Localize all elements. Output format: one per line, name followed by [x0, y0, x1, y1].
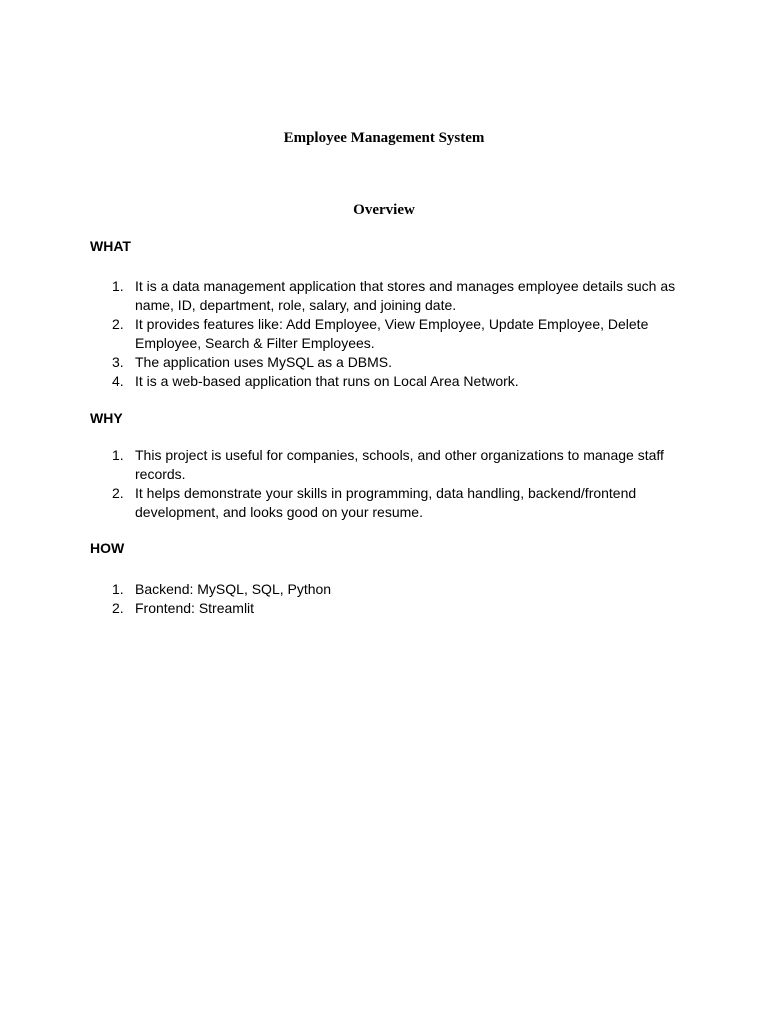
list-item-text: Frontend: Streamlit: [135, 600, 255, 616]
list-item: [90, 599, 680, 618]
how-list: [90, 580, 680, 618]
list-item: [90, 315, 680, 353]
list-item-text: It is a data management application that stores and manages employee details such as name, ID, department, role, salary, and joining date.: [135, 278, 676, 313]
list-item-text: The application uses MySQL as a DBMS.: [135, 354, 393, 370]
document-title: Employee Management System: [283, 130, 485, 146]
list-item-text: It provides features like: Add Employee, View Employee, Update Employee, Delete Employee, Search & Filter Employees.: [135, 316, 649, 351]
list-item-number: 2.: [112, 316, 124, 332]
list-item: [90, 484, 680, 522]
section-heading-how: HOW: [90, 540, 125, 556]
list-item-number: 1.: [112, 447, 124, 463]
what-list: [90, 277, 680, 391]
list-item-number: 2.: [112, 485, 124, 501]
list-item: [90, 446, 680, 484]
list-item: [90, 580, 680, 599]
list-item-text: Backend: MySQL, SQL, Python: [135, 581, 332, 597]
list-item-number: 2.: [112, 600, 124, 616]
list-item: [90, 353, 680, 372]
list-item-number: 4.: [112, 373, 124, 389]
section-heading-why: WHY: [90, 410, 123, 426]
section-heading-what: WHAT: [90, 238, 131, 254]
list-item-number: 3.: [112, 354, 124, 370]
overview-heading: Overview: [353, 202, 415, 218]
list-item-number: 1.: [112, 581, 124, 597]
list-item-text: It is a web-based application that runs on Local Area Network.: [135, 373, 519, 389]
why-list: [90, 446, 680, 522]
list-item: [90, 372, 680, 391]
list-item-text: It helps demonstrate your skills in programming, data handling, backend/frontend development, and looks good on your resume.: [135, 485, 637, 520]
list-item-number: 1.: [112, 278, 124, 294]
list-item-text: This project is useful for companies, schools, and other organizations to manage staff records.: [135, 447, 664, 482]
list-item: [90, 277, 680, 315]
